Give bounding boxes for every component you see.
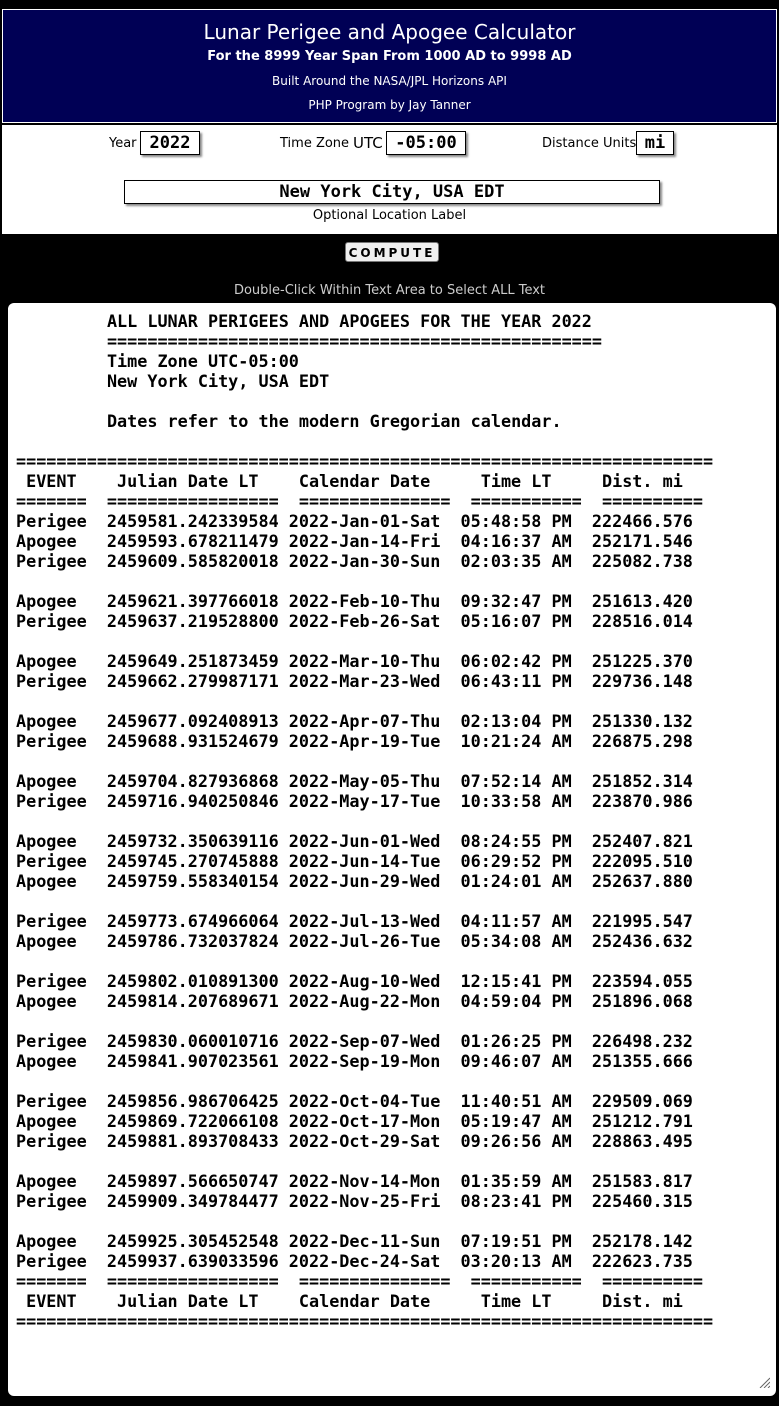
event-row: Perigee 2459830.060010716 2022-Sep-07-Wed 01:26:25 PM 226498.232	[16, 1031, 693, 1051]
page-title: Lunar Perigee and Apogee Calculator	[203, 20, 576, 44]
event-row: Perigee 2459581.242339584 2022-Jan-01-Sat 05:48:58 PM 222466.576	[16, 511, 693, 531]
event-rows	[16, 511, 776, 1271]
column-footer: EVENT Julian Date LT Calendar Date Time LT Dist. mi	[16, 1291, 683, 1311]
event-row: Apogee 2459759.558340154 2022-Jun-29-Wed 01:24:01 AM 252637.880	[16, 871, 693, 891]
year-span-subtitle: For the 8999 Year Span From 1000 AD to 9998 AD	[207, 49, 572, 64]
event-row: Apogee 2459841.907023561 2022-Sep-19-Mon 09:46:07 AM 251355.666	[16, 1051, 693, 1071]
event-row: Perigee 2459662.279987171 2022-Mar-23-Wed 06:43:11 PM 229736.148	[16, 671, 693, 691]
report-heading: ALL LUNAR PERIGEES AND APOGEES FOR THE YEAR 2022	[106, 311, 592, 331]
event-row: Perigee 2459909.349784477 2022-Nov-25-Fri 08:23:41 PM 225460.315	[16, 1191, 693, 1211]
year-input[interactable]: 2022	[140, 131, 200, 155]
input-form	[2, 125, 777, 234]
event-row: Perigee 2459609.585820018 2022-Jan-30-Sun 02:03:35 AM 225082.738	[16, 551, 693, 571]
select-all-hint: Double-Click Within Text Area to Select ALL Text	[233, 283, 546, 298]
column-header: EVENT Julian Date LT Calendar Date Time LT Dist. mi	[16, 471, 683, 491]
event-row: Perigee 2459773.674966064 2022-Jul-13-Wed 04:11:57 AM 221995.547	[16, 911, 693, 931]
timezone-input[interactable]: -05:00	[386, 131, 466, 155]
event-row: Apogee 2459732.350639116 2022-Jun-01-Wed 08:24:55 PM 252407.821	[16, 831, 693, 851]
timezone-line: Time Zone UTC-05:00	[106, 351, 299, 371]
location-input[interactable]: New York City, USA EDT	[124, 180, 660, 204]
distance-units-input[interactable]: mi	[636, 131, 674, 155]
calendar-note: Dates refer to the modern Gregorian calendar.	[106, 411, 562, 431]
event-row: Perigee 2459881.893708433 2022-Oct-29-Sat 09:26:56 AM 228863.495	[16, 1131, 693, 1151]
author-credit: PHP Program by Jay Tanner	[308, 98, 471, 112]
timezone-label: Time Zone	[280, 136, 350, 151]
api-credit: Built Around the NASA/JPL Horizons API	[272, 74, 507, 88]
heading-rule: =================================================	[106, 331, 602, 351]
event-row: Apogee 2459621.397766018 2022-Feb-10-Thu 09:32:47 PM 251613.420	[16, 591, 693, 611]
distance-units-label: Distance Units	[542, 136, 637, 151]
event-row: Apogee 2459593.678211479 2022-Jan-14-Fri 04:16:37 AM 252171.546	[16, 531, 693, 551]
event-row: Apogee 2459704.827936868 2022-May-05-Thu 07:52:14 AM 251852.314	[16, 771, 693, 791]
top-rule: =====================================================================	[16, 451, 714, 471]
event-row: Perigee 2459802.010891300 2022-Aug-10-Wed 12:15:41 PM 223594.055	[16, 971, 693, 991]
event-row: Perigee 2459745.270745888 2022-Jun-14-Tue 06:29:52 PM 222095.510	[16, 851, 693, 871]
column-rule: ======= ================= =============== =========== ==========	[16, 1271, 704, 1291]
location-label: Optional Location Label	[312, 208, 467, 223]
event-row: Apogee 2459814.207689671 2022-Aug-22-Mon 04:59:04 PM 251896.068	[16, 991, 693, 1011]
event-row: Apogee 2459649.251873459 2022-Mar-10-Thu 06:02:42 PM 251225.370	[16, 651, 693, 671]
event-row: Perigee 2459688.931524679 2022-Apr-19-Tue 10:21:24 AM 226875.298	[16, 731, 693, 751]
event-row: Apogee 2459869.722066108 2022-Oct-17-Mon 05:19:47 AM 251212.791	[16, 1111, 693, 1131]
event-row: Perigee 2459716.940250846 2022-May-17-Tue 10:33:58 AM 223870.986	[16, 791, 693, 811]
resize-grip-icon[interactable]	[758, 1376, 770, 1388]
header-banner	[2, 9, 777, 123]
event-row: Apogee 2459925.305452548 2022-Dec-11-Sun 07:19:51 PM 252178.142	[16, 1231, 693, 1251]
event-row: Apogee 2459786.732037824 2022-Jul-26-Tue 05:34:08 AM 252436.632	[16, 931, 693, 951]
event-row: Apogee 2459897.566650747 2022-Nov-14-Mon 01:35:59 AM 251583.817	[16, 1171, 693, 1191]
compute-button[interactable]: COMPUTE	[345, 242, 439, 262]
event-row: Perigee 2459856.986706425 2022-Oct-04-Tue 11:40:51 AM 229509.069	[16, 1091, 693, 1111]
results-text-area[interactable]	[8, 303, 776, 1396]
timezone-prefix: UTC	[353, 134, 383, 152]
event-row: Perigee 2459937.639033596 2022-Dec-24-Sat 03:20:13 AM 222623.735	[16, 1251, 693, 1271]
event-row: Apogee 2459677.092408913 2022-Apr-07-Thu 02:13:04 PM 251330.132	[16, 711, 693, 731]
location-line: New York City, USA EDT	[106, 371, 330, 391]
year-label: Year	[109, 136, 137, 151]
event-row: Perigee 2459637.219528800 2022-Feb-26-Sat 05:16:07 PM 228516.014	[16, 611, 693, 631]
column-rule: ======= ================= =============== =========== ==========	[16, 491, 704, 511]
bottom-rule: =====================================================================	[16, 1311, 714, 1331]
